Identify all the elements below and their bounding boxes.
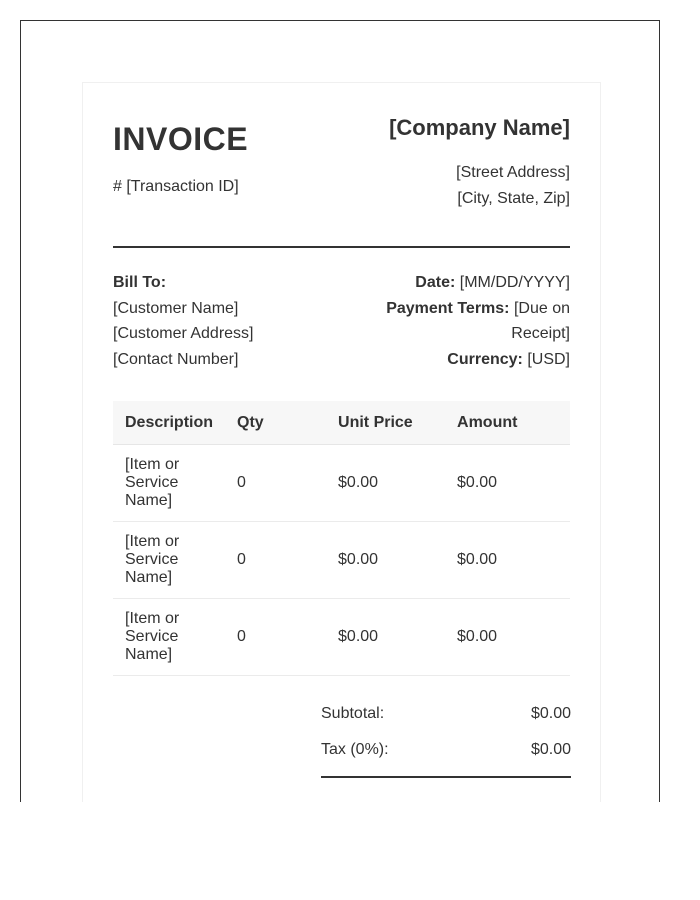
item-unit-price: $0.00 bbox=[326, 522, 445, 599]
contact-number: [Contact Number] bbox=[113, 350, 239, 368]
transaction-id: # [Transaction ID] bbox=[113, 178, 239, 195]
subtotal-label: Subtotal: bbox=[321, 705, 385, 722]
header-description: Description bbox=[113, 401, 225, 445]
header-unit-price: Unit Price bbox=[326, 401, 445, 445]
currency-label: Currency: bbox=[447, 350, 523, 368]
item-amount: $0.00 bbox=[445, 445, 570, 522]
customer-address: [Customer Address] bbox=[113, 325, 254, 342]
table-header-row bbox=[113, 401, 570, 445]
invoice-details-block bbox=[380, 270, 570, 372]
currency-line bbox=[380, 347, 570, 373]
company-name: [Company Name] bbox=[389, 115, 570, 140]
line-items-table bbox=[113, 401, 570, 676]
invoice-title: INVOICE bbox=[113, 121, 249, 157]
tax-label: Tax (0%): bbox=[321, 741, 389, 758]
totals-divider bbox=[321, 776, 571, 778]
tax-value: $0.00 bbox=[530, 741, 571, 758]
table-row bbox=[113, 599, 570, 676]
tax-row bbox=[321, 740, 571, 760]
item-qty: 0 bbox=[225, 445, 326, 522]
table-row bbox=[113, 445, 570, 522]
date-line bbox=[380, 270, 570, 296]
subtotal-value: $0.00 bbox=[530, 705, 571, 722]
billing-section bbox=[113, 270, 570, 372]
header-amount: Amount bbox=[445, 401, 570, 445]
table-row bbox=[113, 522, 570, 599]
company-street: [Street Address] bbox=[456, 164, 570, 181]
item-description: [Item or Service Name] bbox=[113, 445, 225, 522]
invoice-card bbox=[82, 82, 601, 802]
header-qty: Qty bbox=[225, 401, 326, 445]
payment-terms-line bbox=[380, 296, 570, 347]
item-description: [Item or Service Name] bbox=[113, 522, 225, 599]
invoice-title-block bbox=[113, 113, 248, 197]
item-unit-price: $0.00 bbox=[326, 445, 445, 522]
company-address bbox=[389, 160, 570, 212]
item-qty: 0 bbox=[225, 599, 326, 676]
item-qty: 0 bbox=[225, 522, 326, 599]
customer-name: [Customer Name] bbox=[113, 299, 239, 317]
item-description: [Item or Service Name] bbox=[113, 599, 225, 676]
bill-to-label: Bill To: bbox=[113, 274, 167, 291]
payment-terms-label: Payment Terms: bbox=[386, 299, 510, 317]
payment-terms-value: [Due on Receipt] bbox=[511, 299, 570, 342]
header-divider bbox=[113, 246, 570, 248]
item-unit-price: $0.00 bbox=[326, 599, 445, 676]
bill-to-block bbox=[113, 270, 254, 372]
subtotal-row bbox=[321, 704, 571, 724]
item-amount: $0.00 bbox=[445, 522, 570, 599]
invoice-header bbox=[113, 113, 570, 212]
date-value: [MM/DD/YYYY] bbox=[459, 274, 570, 291]
date-label: Date: bbox=[415, 274, 456, 291]
item-amount: $0.00 bbox=[445, 599, 570, 676]
company-block bbox=[389, 113, 570, 212]
company-city: [City, State, Zip] bbox=[457, 190, 570, 207]
currency-value: [USD] bbox=[527, 350, 570, 368]
document-frame bbox=[20, 20, 660, 802]
totals-section bbox=[321, 704, 571, 778]
